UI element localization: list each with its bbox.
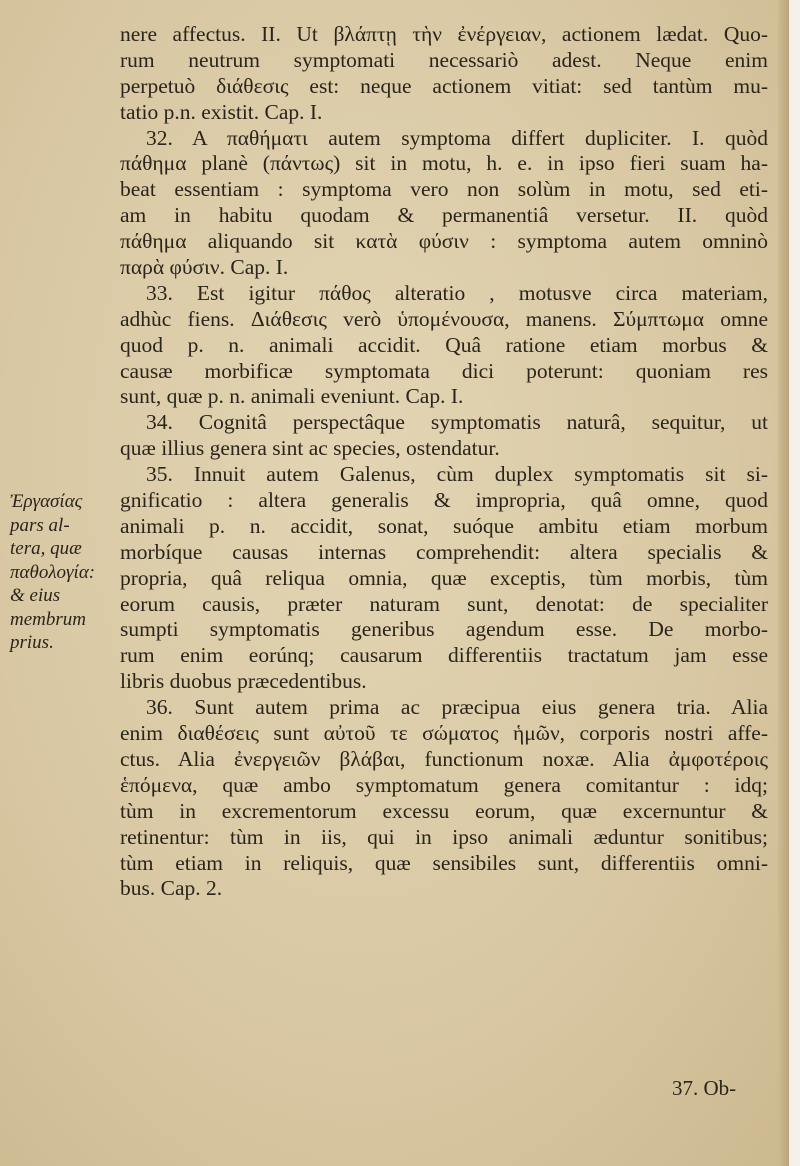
text-line: am in habitu quodam & permanentiâ versetur. II. quòd	[120, 203, 768, 228]
text-line: perpetuò διάθεσις est: neque actionem vitiat: sed tantùm mu-	[120, 73, 768, 98]
text-line: sunt, quæ p. n. animali eveniunt. Cap. I.	[120, 384, 464, 409]
margin-note-line: prius.	[10, 632, 54, 653]
margin-note-line: παθολογία:	[10, 561, 96, 583]
text-line: 34. Cognitâ perspectâque symptomatis naturâ, sequitur, ut	[146, 410, 768, 435]
text-line: libris duobus præcedentibus.	[120, 669, 367, 694]
margin-note-line: tera, quæ	[10, 538, 82, 559]
text-line: quæ illius genera sint ac species, ostendatur.	[120, 436, 500, 461]
margin-note-line: pars al-	[10, 514, 70, 536]
text-line: quod p. n. animali accidit. Quâ ratione etiam morbus &	[120, 332, 768, 357]
text-line: adhùc fiens. Διάθεσις verò ὑπομένουσα, manens. Σύμπτωμα omne	[120, 306, 768, 331]
text-line: bus. Cap. 2.	[120, 876, 223, 901]
text-line: gnificatio : altera generalis & impropria, quâ omne, quod	[120, 488, 768, 513]
text-line: sumpti symptomatis generibus agendum esse. De morbo-	[120, 617, 768, 642]
margin-note-line: & eius	[10, 585, 61, 606]
margin-note-line: membrum	[10, 608, 86, 630]
text-line: causæ morbificæ symptomata dici poterunt: quoniam res	[120, 358, 768, 383]
text-line: enim διαθέσεις sunt αὐτοῦ τε σώματος ἡμῶν, corporis nostri affe-	[120, 721, 768, 746]
text-line: πάθημα aliquando sit κατὰ φύσιν : symptoma autem omninò	[120, 229, 768, 254]
catchword: 37. Ob-	[672, 1076, 737, 1100]
text-line: morbíque causas internas comprehendit: altera specialis &	[120, 539, 768, 564]
text-line: 32. A παθήματι autem symptoma differt dupliciter. I. quòd	[146, 125, 768, 150]
text-line: πάθημα planè (πάντως) sit in motu, h. e. in ipso fieri suam ha-	[120, 151, 768, 176]
text-line: 35. Innuit autem Galenus, cùm duplex symptomatis sit si-	[146, 462, 768, 487]
text-line: 33. Est igitur πάθος alteratio , motusve circa materiam,	[146, 280, 768, 305]
text-line: ἑπόμενα, quæ ambo symptomatum genera comitantur : idq;	[120, 772, 768, 797]
text-line: tatio p.n. existit. Cap. I.	[120, 99, 323, 124]
margin-note	[10, 490, 120, 655]
text-line: 36. Sunt autem prima ac præcipua eius genera tria. Alia	[146, 695, 768, 720]
text-line: nere affectus. II. Ut βλάπτῃ τὴν ἐνέργειαν, actionem lædat. Quo-	[120, 22, 768, 46]
text-line: tùm etiam in reliquis, quæ sensibiles sunt, differentiis omni-	[120, 850, 768, 875]
text-line: retinentur: tùm in iis, qui in ipso animali æduntur sonitibus;	[120, 824, 768, 849]
text-line: rum enim eorúnq; causarum differentiis tractatum jam esse	[120, 643, 768, 668]
text-line: rum neutrum symptomati necessariò adest. Neque enim	[120, 47, 768, 72]
text-line: tùm in excrementorum excessu eorum, quæ excernuntur &	[120, 798, 768, 823]
text-line: eorum causis, præter naturam sunt, denotat: de specialiter	[120, 591, 768, 616]
page-edge	[778, 0, 800, 1166]
body-text	[120, 22, 768, 902]
text-line: animali p. n. accidit, sonat, suóque ambitu etiam morbum	[120, 513, 768, 538]
text-line: beat essentiam : symptoma vero non solùm in motu, sed eti-	[120, 177, 768, 202]
text-line: παρὰ φύσιν. Cap. I.	[120, 255, 289, 280]
text-line: ctus. Alia ἐνεργειῶν βλάβαι, functionum noxæ. Alia ἀμφοτέροις	[120, 746, 768, 771]
margin-note-line: Ἐργασίας	[10, 491, 83, 512]
text-line: propria, quâ reliqua omnia, quæ exceptis, tùm morbis, tùm	[120, 565, 768, 590]
